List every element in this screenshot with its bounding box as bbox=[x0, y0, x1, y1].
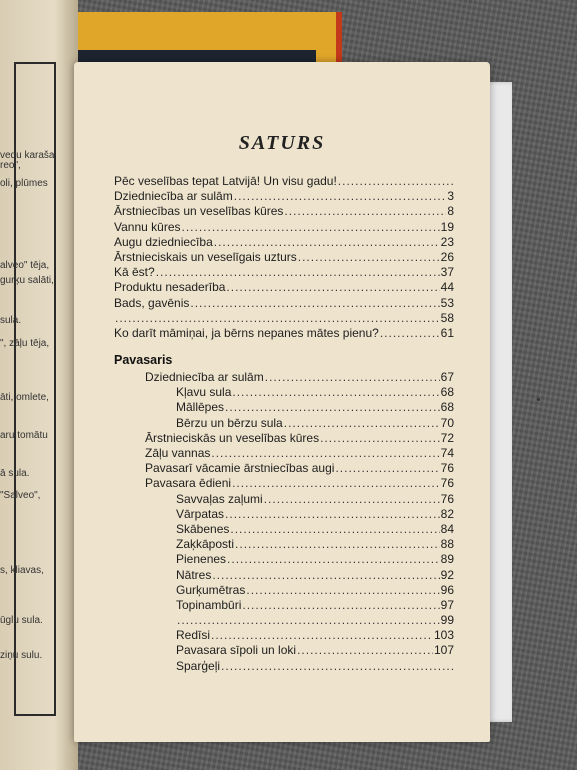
toc-entry-page: 70 bbox=[440, 415, 454, 430]
toc-leader-dots bbox=[156, 265, 440, 279]
toc-entry-label: Ārstnieciskais un veselīgais uzturs bbox=[114, 249, 297, 264]
toc-entry-label: Bērzu un bērzu sula bbox=[176, 415, 283, 430]
toc-leader-dots bbox=[232, 385, 439, 399]
left-page-snippet: oli, plūmes bbox=[0, 178, 48, 189]
toc-entry bbox=[114, 326, 454, 341]
left-page-snippet: alveo" tēja, bbox=[0, 260, 50, 271]
toc-entry-page: 67 bbox=[440, 370, 454, 385]
toc-leader-dots bbox=[234, 189, 447, 203]
toc-entry bbox=[114, 311, 454, 326]
toc-entry-label: Kā ēst? bbox=[114, 265, 155, 280]
toc-entry-label: Skābenes bbox=[176, 521, 230, 536]
toc-entry bbox=[114, 431, 454, 446]
toc-entry bbox=[114, 174, 454, 189]
toc-entry-page: 84 bbox=[440, 521, 454, 536]
toc-leader-dots bbox=[246, 583, 439, 597]
toc-entry bbox=[114, 220, 454, 235]
toc-entry-label: Dziedniecība ar sulām bbox=[114, 189, 233, 204]
toc-entry-page: 53 bbox=[440, 295, 454, 310]
toc-entry-label: Pavasara sīpoli un loki bbox=[176, 643, 297, 658]
toc-entry-label: Topinambūri bbox=[176, 597, 242, 612]
toc-leader-dots bbox=[298, 250, 440, 264]
toc-entry bbox=[114, 659, 454, 674]
toc-entry-page: 37 bbox=[440, 265, 454, 280]
toc-leader-dots bbox=[211, 446, 439, 460]
toc-page bbox=[74, 62, 490, 742]
toc-entry-page: 107 bbox=[433, 643, 454, 658]
toc-leader-dots bbox=[225, 400, 440, 414]
left-page-snippet: ūglu sula. bbox=[0, 615, 43, 626]
toc-entry bbox=[114, 280, 454, 295]
toc-leader-dots bbox=[177, 613, 440, 627]
toc-entry-page: 74 bbox=[440, 446, 454, 460]
toc-entry-label: Zāļu vannas bbox=[145, 446, 211, 460]
toc-entry-label: Ko darīt māmiņai, ja bērns nepanes mātes pienu? bbox=[114, 325, 379, 340]
toc-entry-label: Vārpatas bbox=[176, 506, 225, 521]
toc-entry-label: Zaķkāposti bbox=[176, 537, 235, 552]
page-speck bbox=[537, 398, 540, 401]
toc-entry-label: Kļavu sula bbox=[176, 385, 232, 400]
toc-entry bbox=[114, 204, 454, 219]
toc-leader-dots bbox=[335, 461, 439, 475]
left-page-snippet: gurķu salāti, bbox=[0, 275, 54, 286]
toc-leader-dots bbox=[297, 643, 433, 657]
toc-entry bbox=[114, 235, 454, 250]
toc-entry bbox=[114, 416, 454, 431]
toc-entry bbox=[114, 446, 454, 461]
toc-leader-dots bbox=[284, 204, 446, 218]
left-page-snippet: reo", bbox=[0, 160, 21, 171]
toc-entry bbox=[114, 537, 454, 552]
toc-entry-page: 8 bbox=[447, 204, 454, 219]
toc-entry-label: Dziedniecība ar sulām bbox=[145, 370, 264, 385]
toc-entry bbox=[114, 265, 454, 280]
toc-entry-page: 103 bbox=[433, 628, 454, 643]
toc-entry-label: Nātres bbox=[176, 567, 212, 582]
toc-entry-page: 76 bbox=[440, 461, 454, 476]
toc-entry-label: Pavasara ēdieni bbox=[145, 476, 232, 491]
toc-leader-dots bbox=[115, 311, 440, 325]
toc-leader-dots bbox=[225, 507, 440, 521]
toc-entry-page: 72 bbox=[440, 430, 454, 445]
toc-entry bbox=[114, 476, 454, 491]
left-page-snippet: s, kliavas, bbox=[0, 565, 44, 576]
left-page-snippet: sula. bbox=[0, 315, 22, 326]
toc-entry-label: Pēc veselības tepat Latvijā! Un visu gadu! bbox=[114, 174, 337, 188]
toc-leader-dots bbox=[264, 492, 440, 506]
toc-leader-dots bbox=[338, 174, 453, 188]
toc-entry bbox=[114, 628, 454, 643]
toc-leader-dots bbox=[265, 370, 440, 384]
toc-entry bbox=[114, 370, 454, 385]
left-page-snippet: āti, omlete, bbox=[0, 392, 49, 403]
table-of-contents bbox=[114, 174, 454, 674]
toc-leader-dots bbox=[284, 416, 440, 430]
toc-entry-label: Redīsi bbox=[176, 628, 211, 643]
toc-entry-label: Ārstniecības un veselības kūres bbox=[114, 204, 284, 219]
toc-entry-page: 44 bbox=[440, 280, 454, 295]
toc-entry bbox=[114, 189, 454, 204]
toc-entry bbox=[114, 400, 454, 415]
toc-entry bbox=[114, 492, 454, 507]
toc-entry-label: Vannu kūres bbox=[114, 219, 181, 234]
section-heading: Pavasaris bbox=[114, 353, 173, 368]
toc-entry-page: 99 bbox=[440, 613, 454, 628]
toc-entry-page: 61 bbox=[440, 325, 454, 340]
toc-leader-dots bbox=[212, 568, 439, 582]
toc-leader-dots bbox=[190, 296, 439, 310]
toc-entry bbox=[114, 568, 454, 583]
toc-entry-label: Māllēpes bbox=[176, 400, 225, 415]
toc-entry bbox=[114, 461, 454, 476]
toc-entry-page: 26 bbox=[440, 249, 454, 264]
toc-entry-label: Pavasarī vācamie ārstniecības augi bbox=[145, 461, 335, 476]
toc-entry-label: Bads, gavēnis bbox=[114, 295, 190, 310]
toc-entry-page: 76 bbox=[440, 491, 454, 506]
toc-entry-label: Pienenes bbox=[176, 552, 227, 567]
toc-entry bbox=[114, 385, 454, 400]
toc-entry bbox=[114, 613, 454, 628]
toc-entry-page: 68 bbox=[440, 400, 454, 415]
left-page-snippet: ziņu sulu. bbox=[0, 650, 43, 661]
toc-entry bbox=[114, 643, 454, 658]
toc-entry bbox=[114, 522, 454, 537]
left-page-snippet: vedu karaša bbox=[0, 150, 55, 161]
toc-entry-page: 97 bbox=[440, 597, 454, 612]
toc-entry bbox=[114, 507, 454, 522]
page-title: SATURS bbox=[238, 132, 326, 154]
toc-leader-dots bbox=[227, 552, 440, 566]
toc-leader-dots bbox=[226, 280, 439, 294]
left-page-snippet: aru tomātu bbox=[0, 430, 48, 441]
toc-leader-dots bbox=[214, 235, 440, 249]
toc-leader-dots bbox=[242, 598, 439, 612]
toc-leader-dots bbox=[211, 628, 433, 642]
toc-entry-page: 68 bbox=[440, 385, 454, 400]
toc-entry-page: 96 bbox=[440, 582, 454, 597]
toc-entry-label: Augu dziedniecība bbox=[114, 234, 213, 249]
toc-leader-dots bbox=[230, 522, 439, 536]
toc-entry-page: 82 bbox=[440, 506, 454, 521]
toc-entry-label: Savvaļas zaļumi bbox=[176, 491, 263, 506]
left-page-snippet: ", zāļu tēja, bbox=[0, 338, 50, 349]
toc-entry-page: 92 bbox=[440, 567, 454, 582]
toc-entry-label: Sparģeļi bbox=[176, 658, 221, 673]
left-page bbox=[0, 0, 78, 770]
toc-entry-page: 3 bbox=[447, 189, 454, 204]
toc-leader-dots bbox=[380, 326, 440, 340]
toc-entry-page: 23 bbox=[440, 234, 454, 249]
toc-entry bbox=[114, 296, 454, 311]
toc-leader-dots bbox=[235, 537, 440, 551]
toc-leader-dots bbox=[221, 659, 453, 673]
toc-entry-page: 76 bbox=[440, 476, 454, 491]
toc-entry-page: 88 bbox=[440, 537, 454, 552]
toc-leader-dots bbox=[232, 476, 440, 490]
left-page-snippet: "Salveo", bbox=[0, 490, 41, 501]
toc-entry-label: Produktu nesaderība bbox=[114, 280, 226, 295]
toc-entry bbox=[114, 552, 454, 567]
toc-entry-label: Gurķumētras bbox=[176, 582, 246, 597]
toc-leader-dots bbox=[320, 431, 440, 445]
toc-entry-page: 89 bbox=[440, 552, 454, 567]
toc-entry-page: 58 bbox=[440, 310, 454, 325]
toc-entry bbox=[114, 250, 454, 265]
left-page-snippet: ā sula. bbox=[0, 468, 30, 479]
toc-entry-page: 19 bbox=[440, 219, 454, 234]
toc-leader-dots bbox=[182, 220, 440, 234]
toc-entry bbox=[114, 598, 454, 613]
toc-entry-label: Ārstnieciskās un veselības kūres bbox=[145, 430, 320, 445]
toc-entry bbox=[114, 583, 454, 598]
